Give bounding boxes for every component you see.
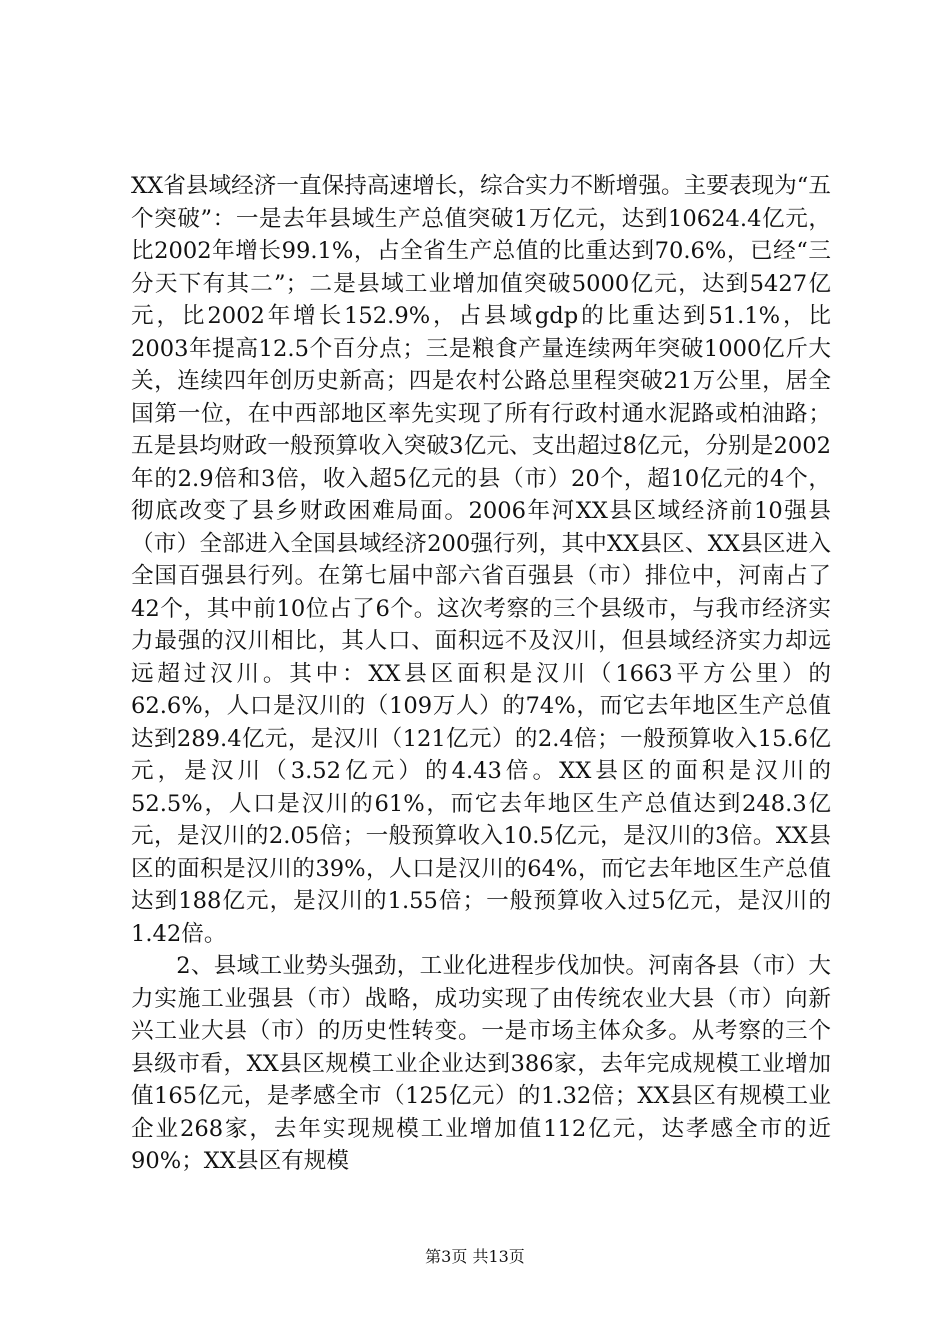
paragraph-industry: 2、县域工业势头强劲，工业化进程步伐加快。河南各县（市）大力实施工业强县（市）战略，成功实现了由传统农业大县（市）向新兴工业大县（市）的历史性转变。一是市场主体众多。从考察的三个县级市看，XX县区规模工业企业达到386家，去年完成规模工业增加值165亿元，是孝感全市（125亿元）的1.32倍；XX县区有规模工业企业268家，去年实现规模工业增加值112亿元，达孝感全市的近90%；XX县区有规模 (131, 953, 831, 1174)
paragraph-county-economy: XX省县域经济一直保持高速增长，综合实力不断增强。主要表现为“五个突破”：一是去年县域生产总值突破1万亿元，达到10624.4亿元，比2002年增长99.1%，占全省生产总值的比重达到70.6%，已经“三分天下有其二”；二是县域工业增加值突破5000亿元，达到5427亿元，比2002年增长152.9%，占县域gdp的比重达到51.1%，比2003年提高12.5个百分点；三是粮食产量连续两年突破1000亿斤大关，连续四年创历史新高；四是农村公路总里程突破21万公里，居全国第一位，在中西部地区率先实现了所有行政村通水泥路或柏油路；五是县均财政一般预算收入突破3亿元、支出超过8亿元，分别是2002年的2.9倍和3倍，收入超5亿元的县（市）20个，超10亿元的4个，彻底改变了县乡财政困难局面。2006年河XX县区域经济前10强县（市）全部进入全国县域经济200强行列，其中XX县区、XX县区进入全国百强县行列。在第七届中部六省百强县（市）排位中，河南占了42个，其中前10位占了6个。这次考察的三个县级市，与我市经济实力最强的汉川相比，其人口、面积远不及汉川，但县域经济实力却远远超过汉川。其中：XX县区面积是汉川（1663平方公里）的62.6%，人口是汉川的（109万人）的74%，而它去年地区生产总值达到289.4亿元，是汉川（121亿元）的2.4倍；一般预算收入15.6亿元，是汉川（3.52亿元）的4.43倍。XX县区的面积是汉川的52.5%，人口是汉川的61%，而它去年地区生产总值达到248.3亿元，是汉川的2.05倍；一般预算收入10.5亿元，是汉川的3倍。XX县区的面积是汉川的39%，人口是汉川的64%，而它去年地区生产总值达到188亿元，是汉川的1.55倍；一般预算收入过5亿元，是汉川的1.42倍。 (131, 173, 831, 947)
page-number-footer: 第3页 共13页 (425, 1247, 525, 1266)
document-body (131, 170, 831, 1178)
